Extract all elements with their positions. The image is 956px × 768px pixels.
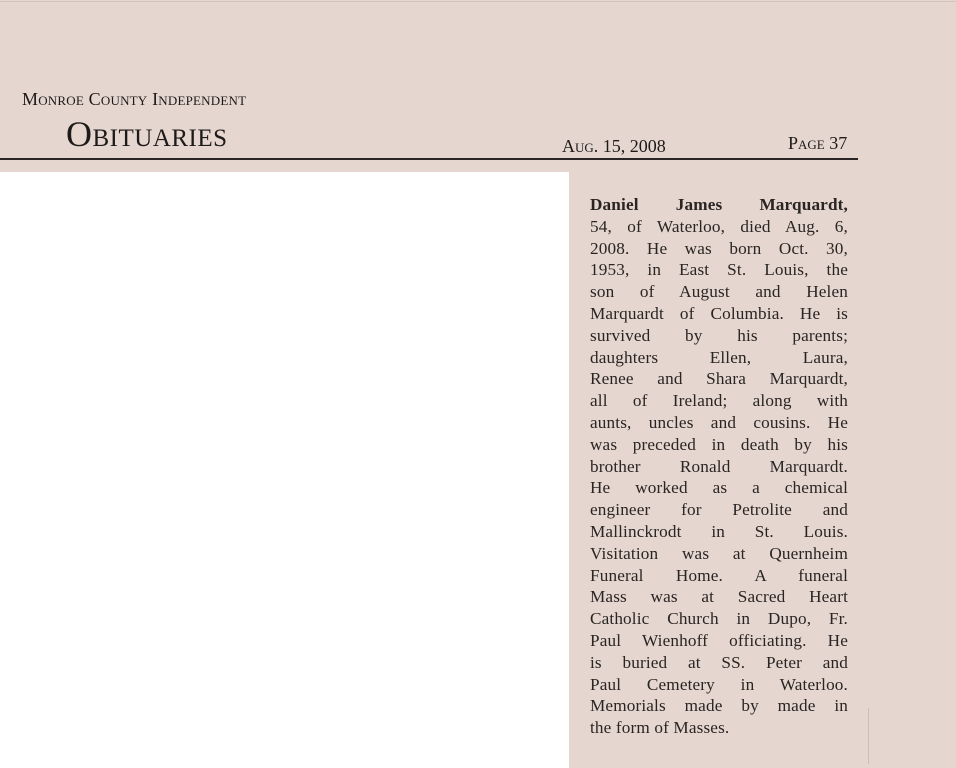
- paper-name: Monroe County Independent: [22, 89, 247, 109]
- obituary-line: He worked as a chemical: [590, 478, 848, 498]
- obituary-line: engineer for Petrolite and: [590, 500, 848, 520]
- obituary-name: Daniel James Marquardt,: [590, 195, 848, 214]
- obituary-line: Renee and Shara Marquardt,: [590, 369, 848, 389]
- page-number: Page 37: [788, 133, 848, 153]
- top-edge-line: [0, 1, 956, 2]
- masthead: [22, 88, 246, 110]
- obituary-line: Paul Wienhoff officiating. He: [590, 630, 848, 650]
- obituary-line: Mallinckrodt in St. Louis.: [590, 521, 848, 541]
- section-title: Obituaries: [66, 114, 228, 154]
- obituary-line: daughters Ellen, Laura,: [590, 347, 848, 367]
- obituary-line: the form of Masses.: [590, 718, 730, 738]
- obituary-line: aunts, uncles and cousins. He: [590, 412, 848, 432]
- obituary-line: is buried at SS. Peter and: [590, 652, 848, 672]
- obituary-line: Mass was at Sacred Heart: [590, 587, 848, 607]
- obituary-line: Paul Cemetery in Waterloo.: [590, 674, 848, 694]
- obituary-line: Funeral Home. A funeral: [590, 565, 848, 585]
- obituary-line: Visitation was at Quernheim: [590, 543, 848, 563]
- obituary-line: survived by his parents;: [590, 325, 848, 345]
- obituary-line: all of Ireland; along with: [590, 391, 848, 411]
- obituary-line: Catholic Church in Dupo, Fr.: [590, 609, 848, 629]
- issue-date: Aug. 15, 2008: [562, 136, 666, 156]
- obituary-line: brother Ronald Marquardt.: [590, 456, 848, 476]
- obituary-line: Memorials made by made in: [590, 696, 848, 716]
- obituary-line: Marquardt of Columbia. He is: [590, 303, 848, 323]
- obituary-line: son of August and Helen: [590, 282, 848, 302]
- header-rule: [0, 158, 858, 160]
- obituary-line: 2008. He was born Oct. 30,: [590, 238, 848, 258]
- obituary-line: 54, of Waterloo, died Aug. 6,: [590, 216, 848, 236]
- blank-area: [0, 172, 569, 768]
- obituary-line: 1953, in East St. Louis, the: [590, 260, 848, 280]
- fold-mark: [868, 708, 869, 764]
- obituary-text: [590, 194, 848, 739]
- obituary-line: was preceded in death by his: [590, 434, 848, 454]
